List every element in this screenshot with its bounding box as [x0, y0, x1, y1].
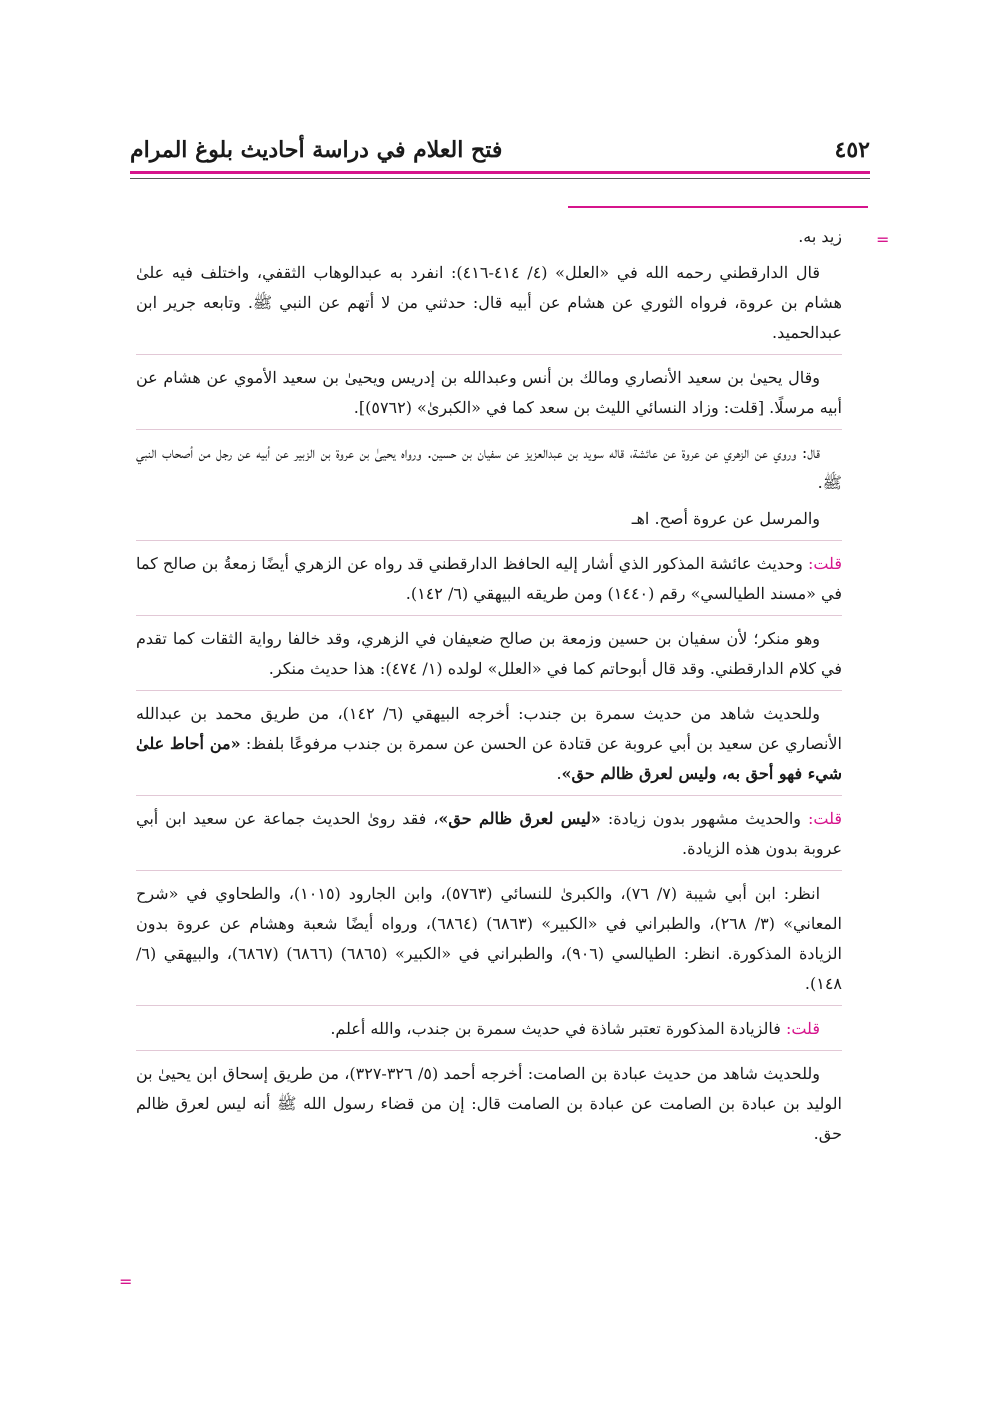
continuation-mark-bottom: = [119, 1272, 133, 1291]
paragraph-8-end: . [556, 764, 562, 783]
book-title: فتح العلام في دراسة أحاديث بلوغ المرام [130, 137, 503, 163]
paragraph-separator [136, 429, 842, 430]
paragraph-separator [136, 1050, 842, 1051]
paragraph-separator [136, 690, 842, 691]
paragraph-separator [136, 1005, 842, 1006]
page-number: ٤٥٢ [834, 137, 870, 163]
header-rule-thin [130, 178, 870, 179]
paragraph-10: انظر: ابن أبي شيبة (٧/ ٧٦)، والكبرىٰ للنسائي (٥٧٦٣)، وابن الجارود (١٠١٥)، والطحاوي في «شرح المعاني» (٣/ ٢٦٨)، والطبراني في «الكبير» (٦٨٦٣) (٦٨٦٤)، ورواه أيضًا شعبة وهشام عن عروة بدون الزيادة المذكورة. انظر: الطيالسي (٩٠٦)، والطبراني في «الكبير» (٦٨٦٥) (٦٨٦٦) (٦٨٦٧)، والبيهقي (٦/ ١٤٨). [136, 884, 843, 993]
paragraph-9-text-2: ، فقد روىٰ الحديث جماعة عن سعيد ابن أبي عروبة بدون هذه الزيادة. [136, 809, 842, 858]
paragraph-6-text: وحديث عائشة المذكور الذي أشار إليه الحافظ الدارقطني قد رواه عن الزهري أيضًا زمعةُ بن صالح كما في «مسند الطيالسي» رقم (١٤٤٠) ومن طريقه البيهقي (٦/ ١٤٢). [136, 554, 842, 603]
paragraph-3: وقال يحيىٰ بن سعيد الأنصاري ومالك بن أنس وعبدالله بن إدريس ويحيىٰ بن سعيد الأموي عن هشام عن أبيه مرسلًا. [قلت: وزاد النسائي الليث بن سعد كما في «الكبرىٰ» (٥٧٦٢)]. [136, 368, 842, 417]
paragraph-8 [136, 699, 842, 789]
hadith-quote-bold: «ليس لعرق ظالم حق» [438, 809, 601, 828]
continuation-mark-top: = [876, 230, 890, 249]
footnote-rule [568, 206, 868, 208]
paragraph-separator [136, 615, 842, 616]
paragraph-4: قال: وروي عن الزهري عن عروة عن عائشة، قاله سويد بن عبدالعزيز عن سفيان بن حسين. ورواه يحيىٰ بن عروة بن الزبير عن أبيه عن رجل من أصحاب النبي ﷺ. [136, 443, 842, 492]
paragraph-11-text: فالزيادة المذكورة تعتبر شاذة في حديث سمرة بن جندب، والله أعلم. [330, 1019, 786, 1038]
paragraph-separator [136, 354, 842, 355]
qult-label: قلت: [785, 1019, 820, 1038]
paragraph-9-text-1: والحديث مشهور بدون زيادة: [600, 809, 808, 828]
page-header [130, 130, 870, 170]
qult-label: قلت: [807, 809, 843, 828]
paragraph-8-text: وللحديث شاهد من حديث سمرة بن جندب: أخرجه البيهقي (٦/ ١٤٢)، من طريق محمد بن عبدالله الأنصاري عن سعيد بن أبي عروبة عن قتادة عن الحسن عن سمرة بن جندب مرفوعًا بلفظ: [136, 704, 843, 753]
qult-label: قلت: [807, 554, 842, 573]
paragraph-separator [136, 870, 842, 871]
header-rule-thick [130, 171, 870, 174]
paragraph-1: زيد به. [798, 227, 842, 246]
paragraph-9 [136, 804, 842, 864]
paragraph-12: وللحديث شاهد من حديث عبادة بن الصامت: أخرجه أحمد (٥/ ٣٢٦-٣٢٧)، من طريق إسحاق ابن يحيىٰ بن الوليد بن عبادة بن الصامت عن عبادة بن الصامت قال: إن من قضاء رسول الله ﷺ أنه ليس لعرق ظالم حق. [136, 1064, 842, 1143]
paragraph-5: والمرسل عن عروة أصح. اهـ [631, 509, 820, 528]
paragraph-11 [136, 1014, 842, 1044]
paragraph-7: وهو منكر؛ لأن سفيان بن حسين وزمعة بن صالح ضعيفان في الزهري، وقد خالفا رواية الثقات كما تقدم في كلام الدارقطني. وقد قال أبوحاتم كما في «العلل» لولده (١/ ٤٧٤): هذا حديث منكر. [136, 629, 842, 678]
hadith-quote-bold: «من أحاط علىٰ شيء فهو أحق به، وليس لعرق ظالم حق» [136, 734, 842, 783]
paragraph-6 [136, 549, 842, 609]
paragraph-2: قال الدارقطني رحمه الله في «العلل» (٤/ ٤١٤-٤١٦): انفرد به عبدالوهاب الثقفي، واختلف فيه علىٰ هشام بن عروة، فرواه الثوري عن هشام عن أبيه قال: حدثني من لا أتهم عن النبي ﷺ. وتابعه جرير ابن عبدالحميد. [136, 263, 842, 342]
paragraph-separator [136, 795, 842, 796]
footnote-body [136, 222, 842, 1155]
paragraph-separator [136, 540, 842, 541]
